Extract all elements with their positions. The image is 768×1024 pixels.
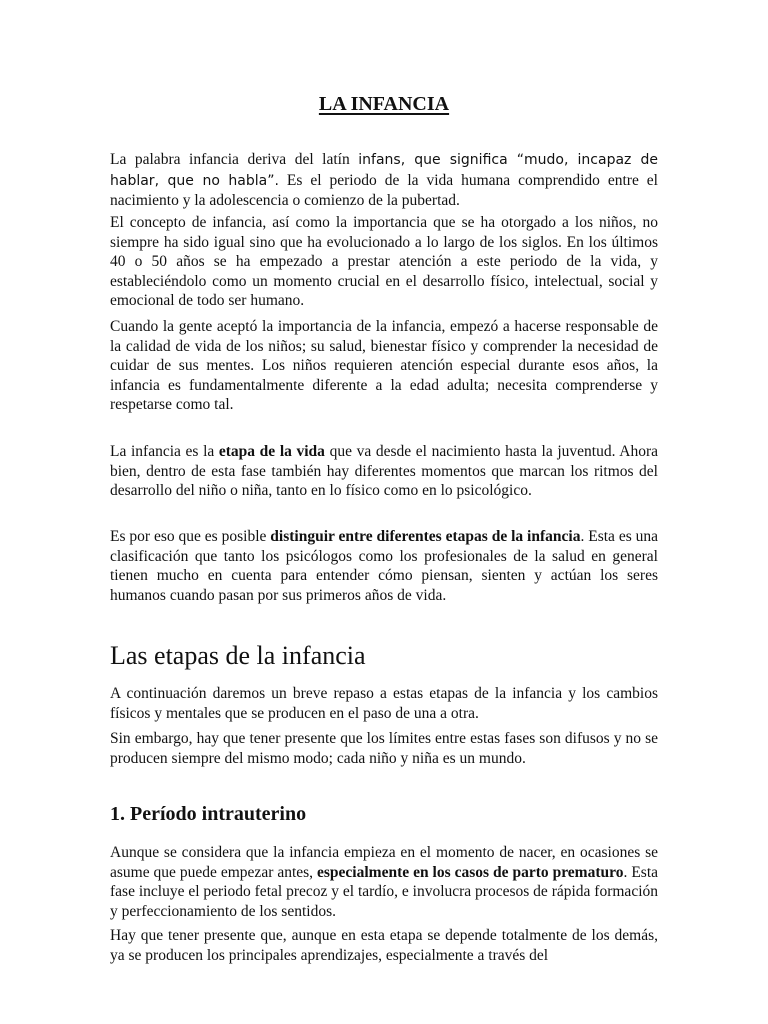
document-title	[0, 93, 768, 116]
paragraph-stage-of-life-end: que va desde el nacimiento hasta la juventud. Ahora bien, dentro de esta fase también hay diferentes momentos que marcan los ritmos del desarrollo del niño o niña, tanto en lo físico como en lo psicológico.	[110, 443, 658, 499]
paragraph-intrauterine	[110, 843, 658, 921]
paragraph-etymology-start: La palabra infancia deriva del latín	[110, 151, 359, 168]
paragraph-distinguish-start: Es por eso que es posible	[110, 528, 271, 545]
latin-quote: infans, que significa “mudo, incapaz de hablar, que no habla”.	[110, 152, 658, 189]
document-title-text: LA INFANCIA	[318, 93, 450, 115]
paragraph-etymology-end: Es el periodo de la vida humana comprendido entre el nacimiento y la adolescencia o comienzo de la pubertad.	[110, 171, 658, 209]
paragraph-distinguish-end: . Esta es una clasificación que tanto los psicólogos como los profesionales de la salud en general tienen mucho en cuenta para entender cómo piensan, sienten y actúan los seres humanos cuando pasan por sus primeros años de vida.	[110, 528, 659, 604]
paragraph-stage-of-life-start: La infancia es la	[110, 443, 219, 460]
heading-etapas: Las etapas de la infancia	[110, 641, 366, 670]
paragraph-intrauterine-end: . Esta fase incluye el periodo fetal precoz y el tardío, e involucra procesos de rápida formación y perfeccionamiento de los sentidos.	[110, 863, 659, 920]
bold-premature-birth: especialmente en los casos de parto prematuro	[317, 863, 624, 881]
paragraph-distinguish-stages	[110, 527, 658, 605]
paragraph-overview: A continuación daremos un breve repaso a estas etapas de la infancia y los cambios físicos y mentales que se producen en el paso de una a otra.	[110, 685, 658, 722]
bold-distinguish-stages: distinguir entre diferentes etapas de la infancia	[270, 528, 581, 545]
paragraph-concept: El concepto de infancia, así como la importancia que se ha otorgado a los niños, no siempre ha sido igual sino que ha evolucionado a lo largo de los siglos. En los últimos 40 o 50 años se ha empezado a prestar atención a este periodo de la vida, y estableciéndolo como un momento crucial en el desarrollo físico, intelectual, social y emocional de todo ser humano.	[110, 214, 658, 309]
paragraph-importance: Cuando la gente aceptó la importancia de la infancia, empezó a hacerse responsable de la calidad de vida de los niños; su salud, bienestar físico y comprender la necesidad de cuidar de sus mentes. Los niños requieren atención especial durante esos años, la infancia es fundamentalmente diferente a la edad adulta; necesita comprenderse y respetarse como tal.	[110, 318, 658, 413]
paragraph-stage-of-life	[110, 442, 658, 501]
paragraph-intrauterine-start: Aunque se considera que la infancia empieza en el momento de nacer, en ocasiones se asume que puede empezar antes,	[110, 844, 658, 881]
paragraph-limits: Sin embargo, hay que tener presente que los límites entre estas fases son difusos y no se producen siempre del mismo modo; cada niño y niña es un mundo.	[110, 730, 658, 767]
bold-stage-of-life: etapa de la vida	[218, 443, 325, 460]
paragraph-etymology	[110, 150, 658, 211]
heading-periodo-intrauterino: 1. Período intrauterino	[110, 803, 307, 825]
paragraph-dependence: Hay que tener presente que, aunque en esta etapa se depende totalmente de los demás, ya se producen los principales aprendizajes, especialmente a través del	[110, 927, 658, 964]
